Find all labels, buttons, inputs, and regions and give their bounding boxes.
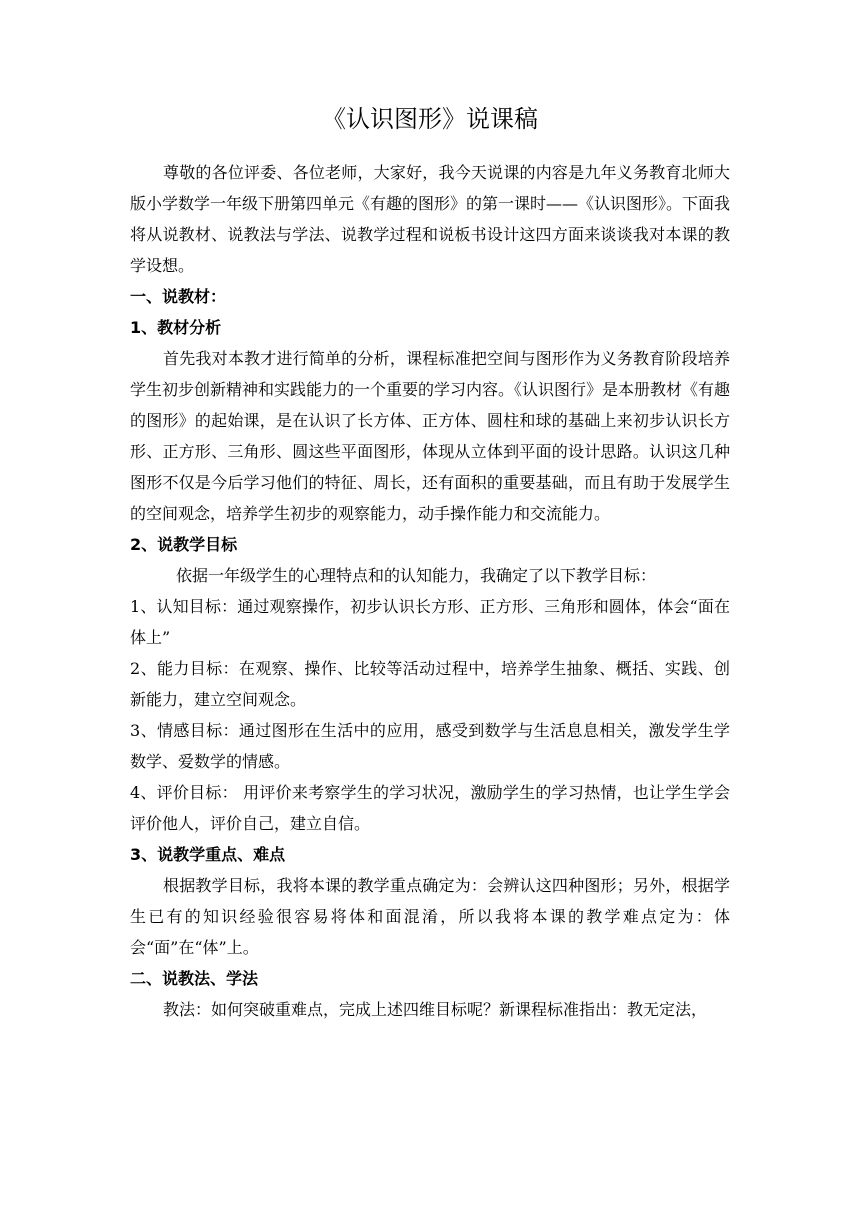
objective-ability: 2、能力目标：在观察、操作、比较等活动过程中，培养学生抽象、概括、实践、创新能力，建立空间观念。 xyxy=(130,659,730,709)
section-1-1-heading: 1、教材分析 xyxy=(130,318,222,337)
objective-cognitive: 1、认知目标：通过观察操作，初步认识长方形、正方形、三角形和圆体，体会“面在体上” xyxy=(130,597,730,647)
objective-evaluation: 4、评价目标： 用评价来考察学生的学习状况，激励学生的学习热情，也让学生学会评价他人，评价自己，建立自信。 xyxy=(130,783,730,833)
section-1-2-heading: 2、说教学目标 xyxy=(130,535,238,554)
objectives-intro: 依据一年级学生的心理特点和的认知能力，我确定了以下教学目标： xyxy=(176,566,657,585)
section-1-3-heading: 3、说教学重点、难点 xyxy=(130,845,286,864)
textbook-analysis-paragraph: 首先我对本教才进行简单的分析，课程标准把空间与图形作为义务教育阶段培养学生初步创新精神和实践能力的一个重要的学习内容。《认识图行》是本册教材《有趣的图形》的起始课，是在认识了长方体、正方体、圆柱和球的基础上来初步认识长方形、正方形、三角形、圆这些平面图形，体现从立体到平面的设计思路。认识这几种图形不仅是今后学习他们的特征、周长，还有面积的重要基础，而且有助于发展学生的空间观念，培养学生初步的观察能力，动手操作能力和交流能力。 xyxy=(130,349,731,523)
intro-paragraph: 尊敬的各位评委、各位老师，大家好，我今天说课的内容是九年义务教育北师大版小学数学一年级下册第四单元《有趣的图形》的第一课时——《认识图形》。下面我将从说教材、说教法与学法、说教学过程和说板书设计这四方面来谈谈我对本课的教学设想。 xyxy=(130,163,731,275)
document-title: 《认识图形》说课稿 xyxy=(322,105,538,133)
section-2-heading: 二、说教法、学法 xyxy=(130,969,259,988)
key-points-paragraph: 根据教学目标，我将本课的教学重点确定为：会辨认这四种图形；另外，根据学生已有的知识经验很容易将体和面混淆，所以我将本课的教学难点定为：体会“面”在“体”上。 xyxy=(130,876,730,957)
objective-emotional: 3、情感目标：通过图形在生活中的应用，感受到数学与生活息息相关，激发学生学数学、爱数学的情感。 xyxy=(130,721,730,771)
teaching-method-paragraph: 教法：如何突破重难点，完成上述四维目标呢？新课程标准指出：教无定法， xyxy=(163,1000,708,1019)
section-1-heading: 一、说教材： xyxy=(130,287,227,306)
